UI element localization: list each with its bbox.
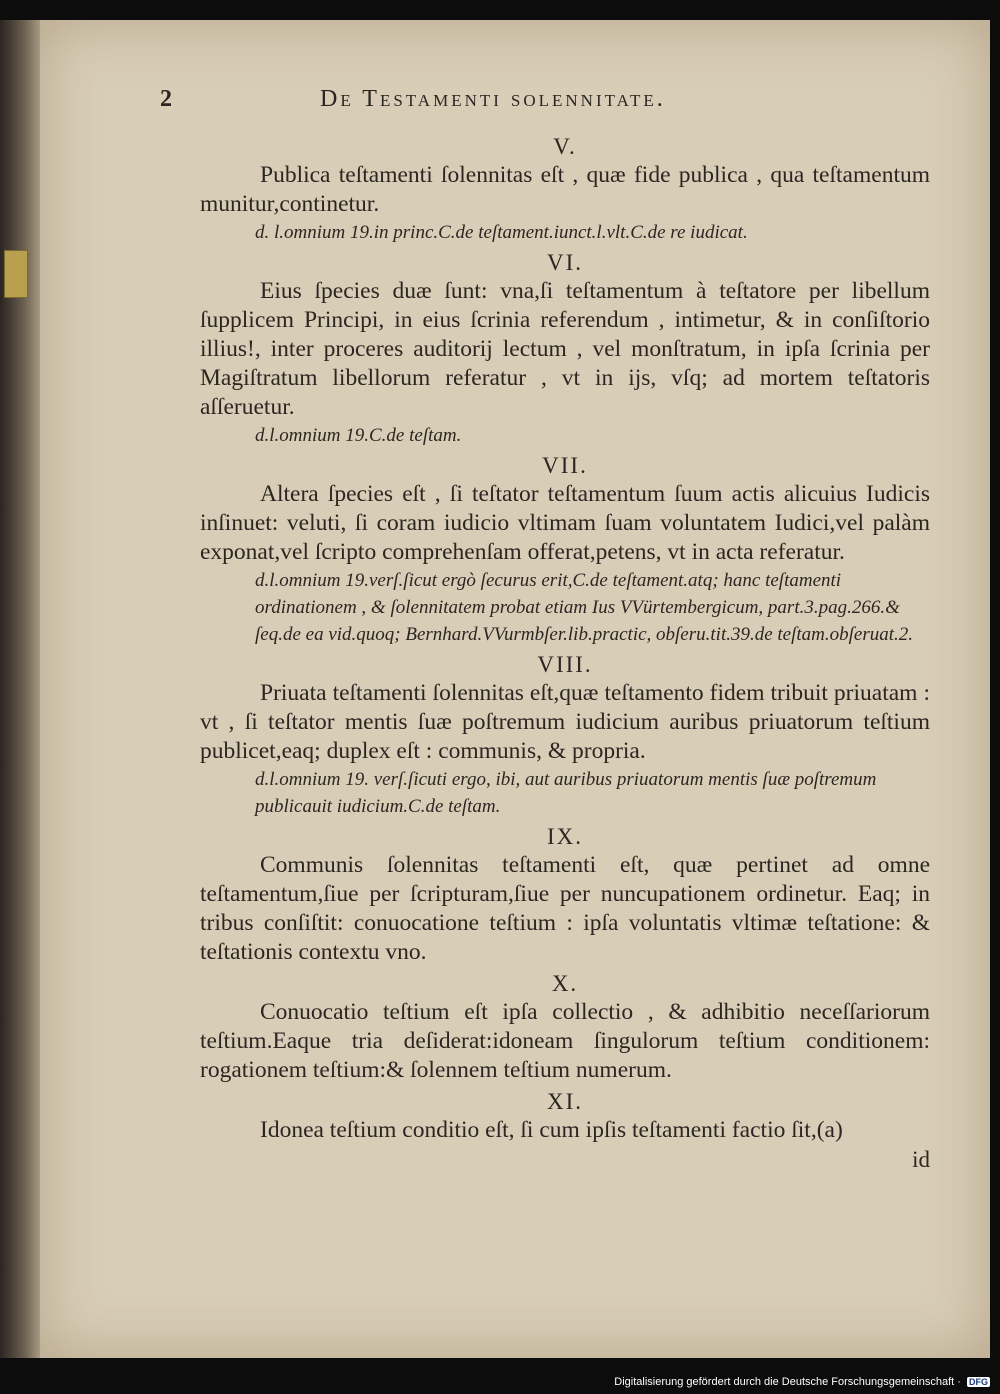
section-number: VI.: [546, 250, 584, 275]
section-9: [200, 822, 930, 967]
section-6: [200, 248, 930, 449]
section-7: [200, 451, 930, 648]
text-body: [200, 130, 930, 1174]
running-title: De Testamenti solennitate.: [320, 86, 666, 112]
section-text: Eius ſpecies duæ ſunt: vna,ſi teſtamentum à teſtatore per libellum ſupplicem Principi, in eius ſcrinia referendum , intimetur, & in conſiſtorio illius!, inter proceres auditorij lectum , vel monſtratum, in ipſa ſcrinia per Magiſtratum libellorum referatur , vt in ijs, vſq; ad mortem teſtatoris aſſeruetur.: [200, 278, 930, 420]
dfg-logo: DFG: [969, 1377, 988, 1387]
section-number: IX.: [546, 824, 584, 849]
section-text: Priuata teſtamenti ſolennitas eſt,quæ teſtamento fidem tribuit priuatam : vt , ſi teſtator mentis ſuæ poſtremum iudicium auribus priuatorum teſtium publicet,eaq; duplex eſt : communis, & propria.: [200, 680, 930, 764]
catchword: id: [912, 1147, 930, 1172]
section-number: VII.: [542, 453, 588, 478]
section-5: [200, 132, 930, 246]
section-citation: d.l.omnium 19. verſ.ſicuti ergo, ibi, aut auribus priuatorum mentis ſuæ poſtremum publicauit iudicium.C.de teſtam.: [255, 769, 877, 817]
section-10: [200, 969, 930, 1085]
section-citation: d.l.omnium 19.verſ.ſicut ergò ſecurus erit,C.de teſtament.atq; hanc teſtamenti ordinationem , & ſolennitatem probat etiam Ius VVürtembergicum, part.3.pag.266.& ſeq.de ea vid.quoq; Bernhard.VVurmbſer.lib.practic, obſeru.tit.39.de teſtam.obſeruat.2.: [255, 570, 914, 645]
section-text: Idonea teſtium conditio eſt, ſi cum ipſis teſtamenti factio ſit,(a): [260, 1117, 843, 1143]
section-8: [200, 650, 930, 820]
section-text: Publica teſtamenti ſolennitas eſt , quæ fide publica , qua teſtamentum munitur,continetur.: [200, 162, 930, 217]
book-spine-edge: [0, 20, 40, 1358]
section-text: Altera ſpecies eſt , ſi teſtator teſtamentum ſuum actis alicuius Iudicis inſinuet: veluti, ſi coram iudicio vltimam ſuam voluntatem Iudici,vel palàm exponat,vel ſcripto comprehenſam offerat,petens, vt in acta referatur.: [200, 481, 930, 565]
section-11: [200, 1087, 930, 1145]
section-citation: d.l.omnium 19.C.de teſtam.: [255, 425, 462, 446]
page-number: 2: [160, 86, 175, 112]
bookmark-tab: [4, 250, 28, 298]
section-number: V.: [553, 134, 577, 159]
section-text: Communis ſolennitas teſtamenti eſt, quæ pertinet ad omne teſtamentum,ſiue per ſcripturam,ſiue per nuncupationem ordinetur. Eaq; in tribus conſiſtit: conuocatione teſtium : ipſa voluntatis vltimæ teſtatione: & teſtationis contextu vno.: [200, 852, 930, 965]
digitization-credit: [0, 1376, 990, 1388]
section-number: XI.: [546, 1089, 584, 1114]
credit-text: Digitalisierung gefördert durch die Deutsche Forschungsgemeinschaft ·: [614, 1376, 961, 1388]
section-text: Conuocatio teſtium eſt ipſa collectio , & adhibitio neceſſariorum teſtium.Eaque tria deſiderat:idoneam ſingulorum teſtium conditionem: rogationem teſtium:& ſolennem teſtium numerum.: [200, 999, 930, 1083]
section-citation: d. l.omnium 19.in princ.C.de teſtament.iunct.l.vlt.C.de re iudicat.: [255, 222, 748, 243]
section-number: X.: [551, 971, 579, 996]
section-number: VIII.: [537, 652, 593, 677]
